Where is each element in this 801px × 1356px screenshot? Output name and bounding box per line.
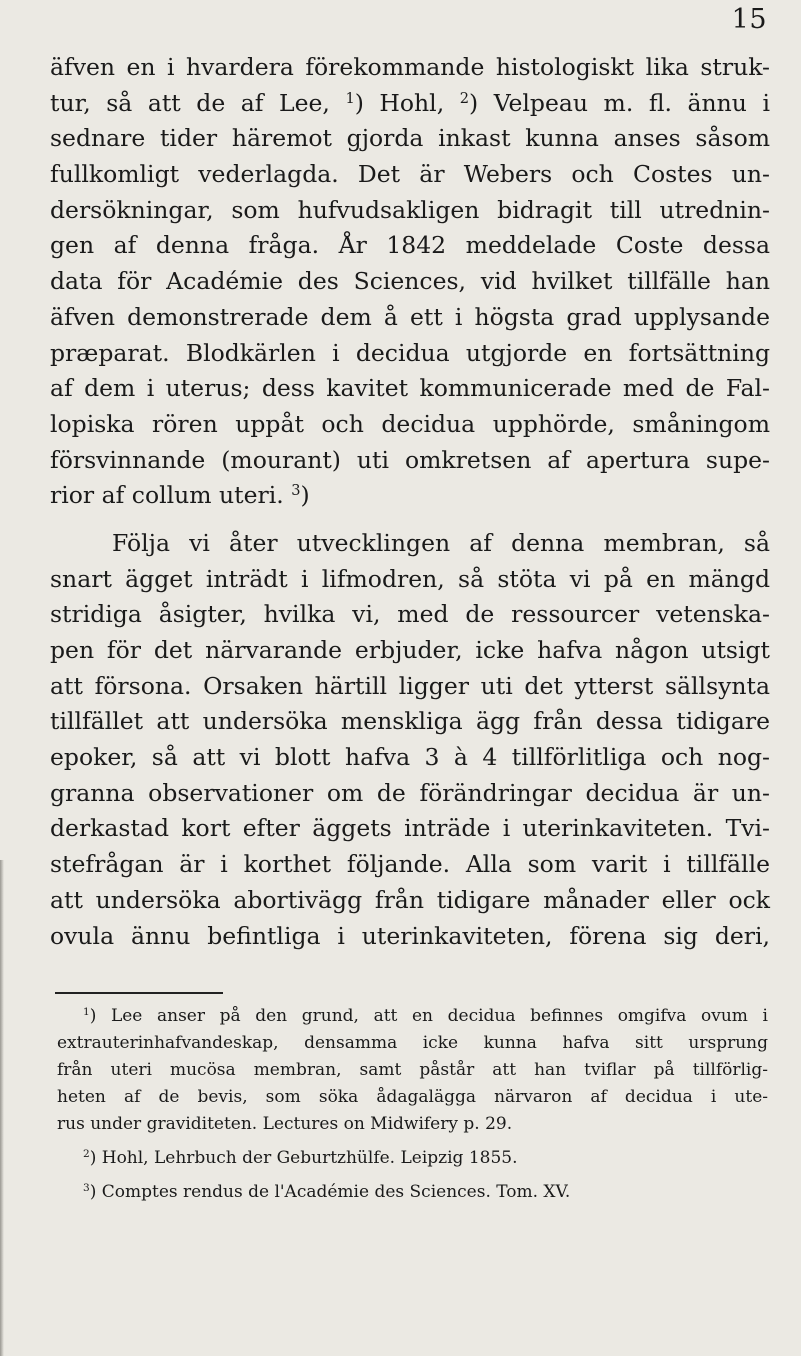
body-line: rior af collum uteri. $^3$) — [50, 481, 310, 510]
body-line: ovula ännu befintliga i uterinkaviteten, förena sig deri, — [50, 921, 770, 950]
body-line: sednare tider häremot gjorda inkast kunna anses såsom — [50, 124, 770, 153]
footnote-separator — [55, 992, 223, 994]
body-line: äfven demonstrerade dem å ett i högsta grad upplysande — [50, 302, 770, 331]
footnote-line: $^2$) Hohl, Lehrbuch der Geburtzhülfe. Leipzig 1855. — [83, 1148, 518, 1168]
body-line: stridiga åsigter, hvilka vi, med de ressourcer vetenska- — [50, 600, 770, 629]
footnote-line: rus under graviditeten. Lectures on Midwifery p. 29. — [57, 1114, 513, 1134]
body-line: försvinnande (mourant) uti omkretsen af apertura supe- — [50, 445, 770, 474]
page-number: 15 — [731, 4, 767, 35]
body-line: af dem i uterus; dess kavitet kommunicerade med de Fal- — [50, 374, 770, 403]
body-line: Följa vi åter utvecklingen af denna membran, så — [112, 528, 770, 557]
body-line: dersökningar, som hufvudsakligen bidragit till utrednin- — [50, 195, 770, 224]
body-line: præparat. Blodkärlen i decidua utgjorde en fortsättning — [50, 338, 770, 367]
footnote-line: heten af de bevis, som söka ådagalägga närvaron af decidua i ute- — [57, 1087, 768, 1107]
footnote-line: $^1$) Lee anser på den grund, att en decidua befinnes omgifva ovum i — [83, 1006, 768, 1026]
body-line: granna observationer om de förändringar decidua är un- — [50, 778, 770, 807]
body-line: stefrågan är i korthet följande. Alla som varit i tillfälle — [50, 850, 770, 879]
body-line: data för Académie des Sciences, vid hvilket tillfälle han — [50, 267, 770, 296]
body-line: fullkomligt vederlagda. Det är Webers och Costes un- — [50, 160, 770, 189]
footnote-line: från uteri mucösa membran, samt påstår att han tviflar på tillförlig- — [57, 1060, 768, 1080]
body-line: gen af denna fråga. År 1842 meddelade Coste dessa — [50, 231, 770, 260]
body-line: epoker, så att vi blott hafva 3 à 4 tillförlitliga och nog- — [50, 743, 770, 772]
body-line: äfven en i hvardera förekommande histologiskt lika struk- — [50, 53, 770, 81]
body-line: att undersöka abortivägg från tidigare månader eller ock — [50, 885, 770, 914]
footnotes — [57, 1003, 768, 1206]
body-line: pen för det närvarande erbjuder, icke hafva någon utsigt — [50, 636, 770, 664]
footnote-line: extrauterinhafvandeskap, densamma icke kunna hafva sitt ursprung — [57, 1033, 768, 1053]
body-line: derkastad kort efter äggets inträde i uterinkaviteten. Tvi- — [50, 814, 770, 843]
body-line: lopiska rören uppåt och decidua upphörde, småningom — [50, 409, 770, 438]
body-text — [50, 50, 770, 954]
footnote-line: $^3$) Comptes rendus de l'Académie des Sciences. Tom. XV. — [83, 1182, 571, 1202]
body-line: tillfället att undersöka menskliga ägg från dessa tidigare — [50, 707, 770, 736]
page-edge-shadow — [0, 860, 4, 1356]
body-line: att försona. Orsaken härtill ligger uti det ytterst sällsynta — [50, 671, 770, 700]
body-line: tur, så att de af Lee, $^1$) Hohl, $^2$) Velpeau m. fl. ännu i — [50, 88, 770, 117]
body-line: snart ägget inträdt i lifmodren, så stöta vi på en mängd — [50, 564, 770, 593]
